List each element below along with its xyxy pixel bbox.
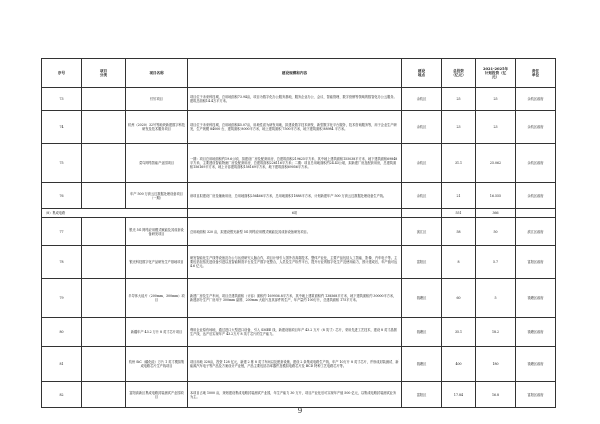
row-total-investment: 25	[442, 88, 476, 111]
row-responsible-unit: 余杭区政府	[516, 144, 556, 183]
row-responsible-unit: 钱塘区政府	[516, 318, 556, 347]
row-plan-investment: 5	[476, 279, 516, 318]
header-cell: 总投资 （亿元）	[442, 59, 476, 88]
row-responsible-unit: 钱塘区政府	[516, 279, 556, 318]
row-number: 82	[42, 382, 82, 408]
table-row	[42, 382, 556, 408]
row-number: 77	[42, 218, 82, 246]
row-category	[82, 183, 126, 209]
row-responsible-unit: 余杭区政府	[516, 111, 556, 144]
table-row	[42, 246, 556, 279]
row-category	[82, 318, 126, 347]
row-location: 余杭区	[402, 88, 442, 111]
section-unit	[516, 209, 556, 218]
section-plan: 366	[476, 209, 516, 218]
row-project-name: 杭州 SiC（碳化硅）万片 1 英寸模拟集成电路芯片生产线项目	[126, 347, 188, 382]
row-number: 76	[42, 183, 82, 209]
row-content: 新建厂房及生产车间，项目总建筑面积（计容）面积约 169936.8平方米，其中地上建筑面积约 138568平方米，地下建筑面积约 30000平方米，新建部分生产厂房用于 300mm 晶圆、200mm 大硅片及其部件的生产，年产量约 100万片，总建筑面积 175平方米。	[188, 279, 402, 318]
row-location: 富阳区	[402, 382, 442, 408]
row-total-investment: 17.84	[442, 382, 476, 408]
table-row	[42, 111, 556, 144]
row-location: 余杭区	[402, 144, 442, 183]
table-row	[42, 144, 556, 183]
table-row	[42, 218, 556, 246]
row-total-investment: 31.1	[442, 144, 476, 183]
row-category	[82, 246, 126, 279]
table-row	[42, 279, 556, 318]
row-location: 钱塘区	[402, 318, 442, 347]
header-cell: 序号	[42, 59, 82, 88]
row-project-name: 半导体大硅片（200mm、300mm）项目	[126, 279, 188, 318]
row-category	[82, 144, 126, 183]
row-project-name: 菜鸟网络智能产业园项目	[126, 144, 188, 183]
row-project-name: 新疆年产 43.2 万片 8 英寸芯片项目	[126, 318, 188, 347]
row-category	[82, 111, 126, 144]
row-location: 余杭区	[402, 183, 442, 209]
table-row	[42, 318, 556, 347]
row-responsible-unit: 余杭区政府	[516, 88, 556, 111]
row-category	[82, 279, 126, 318]
row-plan-investment: 23	[476, 111, 516, 144]
row-responsible-unit: 滨江区政府	[516, 218, 556, 246]
row-plan-investment: 25	[476, 88, 516, 111]
row-plan-investment: 25.062	[476, 144, 516, 183]
row-total-investment: 35.1	[442, 318, 476, 347]
row-plan-investment: 180	[476, 347, 516, 382]
row-location: 滨江区	[402, 218, 442, 246]
row-responsible-unit: 富阳区政府	[516, 382, 556, 408]
project-table	[41, 58, 556, 408]
row-plan-investment: 18.2	[476, 318, 516, 347]
row-location: 钱塘区	[402, 279, 442, 318]
header-cell: 项目 分类	[82, 59, 126, 88]
row-number: 73	[42, 88, 82, 111]
row-content: 项目位于未来科技城，总用地面积73.94亩，项目为数字化办公服务基地，服务企业办公、会议、智能管理、数字营销等领域的数智化办公云服务。建筑总面积14.4万平方米。	[188, 88, 402, 111]
row-content: 利用企业原有场地，通过进口大型进口设备，引入 SMEE 线，新建设施项目年产 43.2 万片（8 英寸）芯片，采用先进工艺技术，建设 8 英寸晶圆生产线，达产后实现年产 43.2万片 8 英寸芯片的生产能力。	[188, 318, 402, 347]
row-content: 本项目占地 1000 亩，规划建设集成电路封装测试产业园，年生产能力 30 万片，项目产业化后可实现年产值 500 亿元，以集成电路封装测试业务为主。	[188, 382, 402, 408]
row-total-investment: 23	[442, 111, 476, 144]
row-content: 研发智能化生产线等设备及办公与运营研究人脑合作，项目计划引入国外各高端技术，整体产业化，主要产品包括人工智能、影像、汽车电子等。主要包括包括先进设备引进以及智能制造平台及生产数字化整合，人员及生产软件平台，提升行业的数字化生产及使用能力，预计建成后，年产值可达 4.6 亿元。	[188, 246, 402, 279]
row-number: 81	[42, 347, 82, 382]
table-row	[42, 88, 556, 111]
row-responsible-unit: 钱塘区政府	[516, 347, 556, 382]
section-total: 551	[442, 209, 476, 218]
row-total-investment: 58	[442, 218, 476, 246]
row-responsible-unit: 富阳区政府	[516, 246, 556, 279]
row-number: 74	[42, 111, 82, 144]
row-location: 余杭区	[402, 111, 442, 144]
row-total-investment: 8	[442, 246, 476, 279]
section-count: 6项	[188, 209, 402, 218]
row-number: 80	[42, 318, 82, 347]
row-category	[82, 88, 126, 111]
row-content: 该项目拟建设厂房及辅助用房，总用地面积256466平方米，总用地面积11888平方米，计划新建年产 500 万套云边数据处理设备生产线。	[188, 183, 402, 209]
section-label: （8）集成电路	[42, 209, 188, 218]
section-row	[42, 209, 556, 218]
row-total-investment: 400	[442, 347, 476, 382]
table-row	[42, 183, 556, 209]
row-responsible-unit: 余杭区政府	[516, 183, 556, 209]
row-number: 78	[42, 246, 82, 279]
row-project-name: 钉钉项目	[126, 88, 188, 111]
header-row	[42, 59, 556, 88]
row-project-name: 富阳高新区集成电路封装测试产业园项目	[126, 382, 188, 408]
row-location: 富阳区	[402, 246, 442, 279]
row-content: 一期：项目总用地面积约19.6公顷，拟建设厂房及配套用房，总建筑面积219625平方米，其中地上建筑面积155038平方米，地下建筑面积69848平方米，主要建设智能物流厂房及配套用房，总建筑面积226116平方米；二期：项目总用地面积约24.43公顷，拟新建厂房及配套用房，总建筑面积156169平方米，地上计容建筑面积158169平方米，地下建筑面积69056平方米。	[188, 144, 402, 183]
row-project-name: 银光科技数字化产品研发生产基地项目	[126, 246, 188, 279]
page-number: 9	[297, 407, 303, 415]
header-cell: 建设 地点	[402, 59, 442, 88]
row-number: 75	[42, 144, 82, 183]
row-plan-investment: 50	[476, 218, 516, 246]
row-category	[82, 218, 126, 246]
row-content: 总用地面积 320 亩，拟建设银光新型 5G 网络应用模式赋能及其成套设备研发项目。	[188, 218, 402, 246]
row-total-investment: 21	[442, 183, 476, 209]
header-cell: 责任 单位	[516, 59, 556, 88]
row-content: 项目用地 328亩，投资 128 亿元，新建 2 栋 8 英寸车间以及配套设施，建设 2 条集成电路生产线，年产 10万片 8 英寸芯片，并形成封装测试、新能源汽车电子等产品及方案设计产业链，产品主要包括功率器件及模拟电路芯片及 BCD 特种工艺电路芯片等。	[188, 347, 402, 382]
row-content: 项目位于未来科技城，总用地面积45.07亩，用地性质为研发用地，拟建设数字技术研发、新型数字化平台服务，技术咨询服务等，用于企业生产研发，生产规模 84000 台，建筑面积 8000平方米，地上建筑面积 7500平方米，地下建筑面积 88984 平方米。	[188, 111, 402, 144]
row-total-investment: 60	[442, 279, 476, 318]
row-number: 79	[42, 279, 82, 318]
table-row	[42, 347, 556, 382]
section-location	[402, 209, 442, 218]
header-cell: 项目名称	[126, 59, 188, 88]
header-cell: 建设规模和内容	[188, 59, 402, 88]
row-plan-investment: 16.555	[476, 183, 516, 209]
row-category	[82, 347, 126, 382]
header-cell: 2021-2025年 计划投资（亿 元）	[476, 59, 516, 88]
row-project-name: 银光 5G 网络应用模式赋能及其成套设备研发项目	[126, 218, 188, 246]
row-project-name: 杭州（2020）32号等地块新建数字科技研发及技术服务项目	[126, 111, 188, 144]
row-plan-investment: 16.8	[476, 382, 516, 408]
row-project-name: 年产 500 万套云边数据处理设备项目（一期）	[126, 183, 188, 209]
row-category	[82, 382, 126, 408]
row-location: 钱塘区	[402, 347, 442, 382]
row-plan-investment: 5.7	[476, 246, 516, 279]
